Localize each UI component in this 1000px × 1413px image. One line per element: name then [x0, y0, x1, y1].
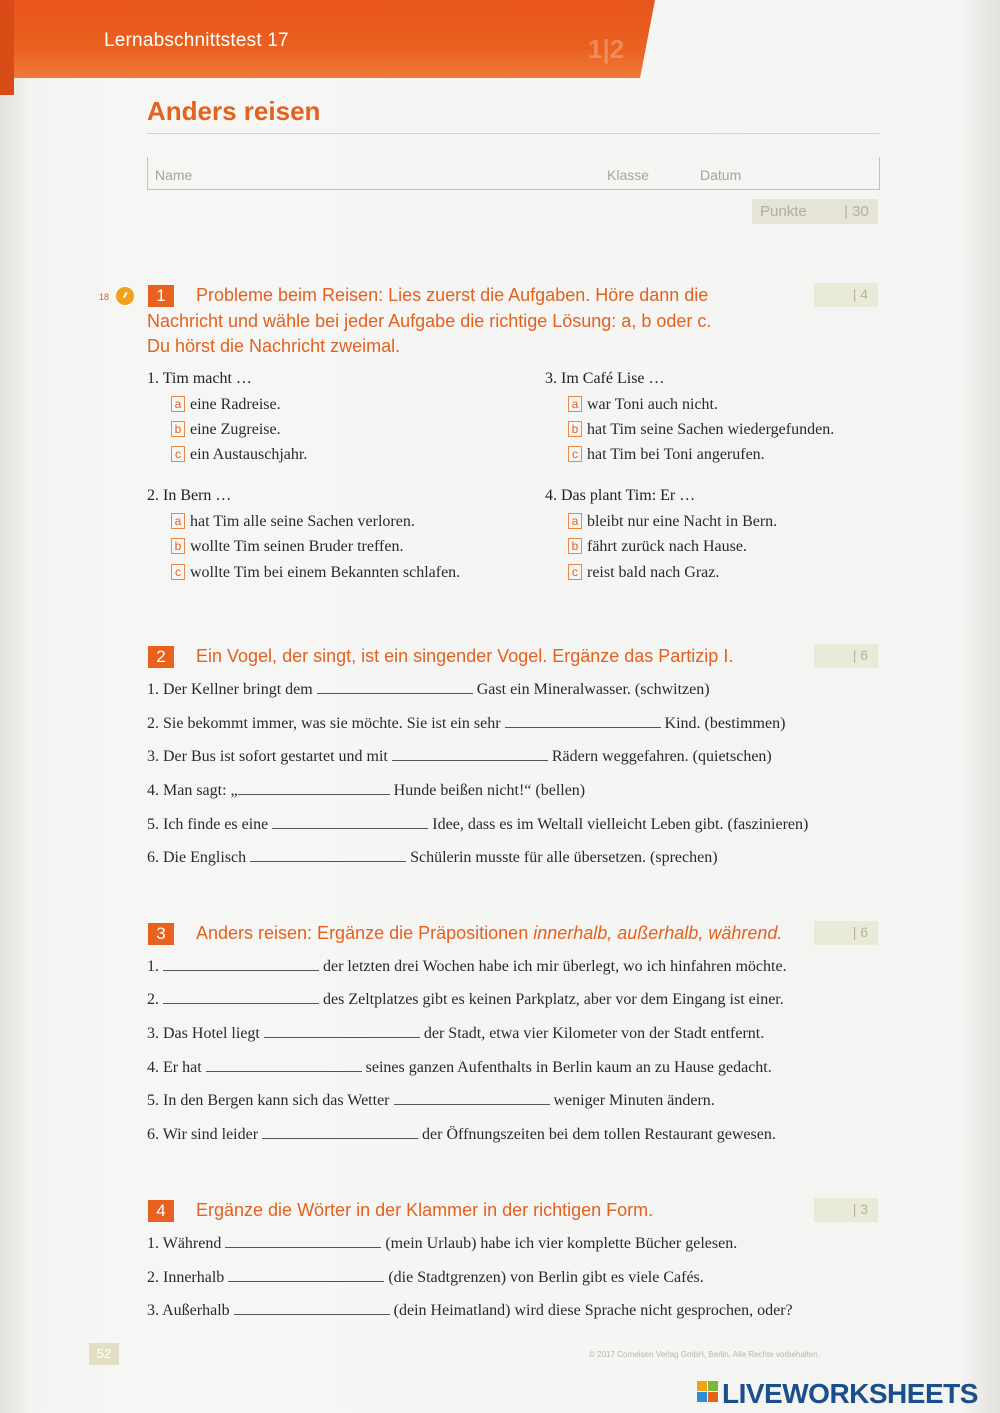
question-title: 2. In Bern …	[147, 487, 232, 504]
exercise-4-number: 4	[148, 1200, 174, 1222]
fill-in-line: 3. Außerhalb (dein Heimatland) wird diese Sprache nicht gesprochen, oder?	[147, 1302, 793, 1319]
answer-option[interactable]: b eine Zugreise.	[171, 421, 281, 439]
exercise-3-score: | 6	[814, 921, 878, 945]
liveworksheets-logo-icon	[697, 1381, 719, 1403]
answer-option[interactable]: b wollte Tim seinen Bruder treffen.	[171, 538, 403, 556]
answer-option[interactable]: b hat Tim seine Sachen wiedergefunden.	[568, 421, 834, 439]
answer-option[interactable]: c wollte Tim bei einem Bekannten schlafen.	[171, 564, 460, 582]
exercise-1-heading-line3: Du hörst die Nachricht zweimal.	[147, 336, 401, 356]
audio-cd-icon[interactable]	[116, 287, 134, 305]
fill-in-line: 2. Sie bekommt immer, was sie möchte. Sie ist ein sehr Kind. (bestimmen)	[147, 715, 786, 732]
fill-in-line: 5. In den Bergen kann sich das Wetter weniger Minuten ändern.	[147, 1092, 715, 1109]
fill-in-line: 3. Das Hotel liegt der Stadt, etwa vier Kilometer von der Stadt entfernt.	[147, 1025, 765, 1042]
exercise-1-heading-line2: Nachricht und wähle bei jeder Aufgabe die richtige Lösung: a, b oder c.	[147, 311, 712, 331]
answer-option[interactable]: a bleibt nur eine Nacht in Bern.	[568, 513, 777, 531]
klasse-field-label[interactable]: Klasse	[607, 167, 650, 183]
total-points-box	[752, 199, 878, 224]
fill-in-line: 1. der letzten drei Wochen habe ich mir überlegt, wo ich hinfahren möchte.	[147, 958, 787, 975]
answer-blank[interactable]	[317, 681, 473, 694]
exercise-2-heading: Ein Vogel, der singt, ist ein singender Vogel. Ergänze das Partizip I.	[196, 646, 734, 666]
fill-in-line: 6. Wir sind leider der Öffnungszeiten bei dem tollen Restaurant gewesen.	[147, 1126, 776, 1143]
fill-in-line: 1. Der Kellner bringt dem Gast ein Mineralwasser. (schwitzen)	[147, 681, 710, 698]
name-field-label[interactable]: Name	[155, 167, 193, 183]
exercise-4-score: | 3	[814, 1198, 878, 1222]
answer-blank[interactable]	[228, 1269, 384, 1282]
liveworksheets-logo[interactable]: LIVEWORKSHEETS	[722, 1378, 978, 1409]
audio-track-number: 18	[99, 292, 110, 302]
header-ghost-text: 1|2	[588, 34, 625, 64]
answer-blank[interactable]	[234, 1302, 390, 1315]
answer-blank[interactable]	[264, 1025, 420, 1038]
header-band	[0, 0, 655, 78]
answer-blank[interactable]	[225, 1235, 381, 1248]
answer-option[interactable]: a hat Tim alle seine Sachen verloren.	[171, 513, 415, 531]
question-title: 1. Tim macht …	[147, 370, 252, 387]
title-divider	[147, 133, 879, 134]
header-edge	[0, 0, 14, 95]
answer-blank[interactable]	[163, 958, 319, 971]
answer-blank[interactable]	[392, 748, 548, 761]
answer-option[interactable]: c reist bald nach Graz.	[568, 564, 719, 582]
exercise-2-score: | 6	[814, 644, 878, 668]
answer-blank[interactable]	[394, 1092, 550, 1105]
answer-blank[interactable]	[272, 816, 428, 829]
answer-option[interactable]: a war Toni auch nicht.	[568, 396, 718, 414]
fill-in-line: 5. Ich finde es eine Idee, dass es im Weltall vielleicht Leben gibt. (faszinieren)	[147, 816, 809, 833]
answer-blank[interactable]	[505, 715, 661, 728]
fill-in-line: 3. Der Bus ist sofort gestartet und mit Rädern weggefahren. (quietschen)	[147, 748, 772, 765]
exercise-3-heading: Anders reisen: Ergänze die Präpositionen innerhalb, außerhalb, während.	[196, 923, 783, 943]
page-title: Anders reisen	[147, 96, 321, 126]
fill-in-line: 2. Innerhalb (die Stadtgrenzen) von Berlin gibt es viele Cafés.	[147, 1269, 704, 1286]
question-title: 4. Das plant Tim: Er …	[545, 487, 696, 504]
fill-in-line: 4. Er hat seines ganzen Aufenthalts in Berlin kaum an zu Hause gedacht.	[147, 1059, 772, 1076]
points-label: Punkte	[760, 203, 807, 220]
answer-option[interactable]: c ein Austauschjahr.	[171, 446, 307, 464]
answer-blank[interactable]	[206, 1059, 362, 1072]
fill-in-line: 6. Die Englisch Schülerin musste für alle übersetzen. (sprechen)	[147, 849, 718, 866]
answer-option[interactable]: b fährt zurück nach Hause.	[568, 538, 747, 556]
answer-blank[interactable]	[163, 991, 319, 1004]
exercise-1-number: 1	[148, 285, 174, 307]
fill-in-line: 4. Man sagt: „ Hunde beißen nicht!“ (bellen)	[147, 782, 586, 799]
points-total: | 30	[844, 203, 869, 220]
answer-option[interactable]: a eine Radreise.	[171, 396, 281, 414]
copyright-notice: © 2017 Cornelsen Verlag GmbH, Berlin. Alle Rechte vorbehalten.	[589, 1350, 820, 1359]
exercise-3-number: 3	[148, 923, 174, 945]
header-title: Lernabschnittstest 17	[104, 30, 289, 51]
question-title: 3. Im Café Lise …	[545, 370, 665, 387]
page-number: 52	[89, 1343, 119, 1365]
exercise-1-score: | 4	[814, 283, 878, 307]
exercise-4-heading: Ergänze die Wörter in der Klammer in der richtigen Form.	[196, 1200, 654, 1220]
answer-blank[interactable]	[250, 849, 406, 862]
fill-in-line: 1. Während (mein Urlaub) habe ich vier komplette Bücher gelesen.	[147, 1235, 738, 1252]
answer-option[interactable]: c hat Tim bei Toni angerufen.	[568, 446, 765, 464]
answer-blank[interactable]	[238, 782, 390, 795]
fill-in-line: 2. des Zeltplatzes gibt es keinen Parkplatz, aber vor dem Eingang ist einer.	[147, 991, 784, 1008]
exercise-1-heading: Probleme beim Reisen: Lies zuerst die Aufgaben. Höre dann die	[196, 285, 709, 305]
datum-field-label[interactable]: Datum	[700, 167, 742, 183]
name-form-box	[147, 157, 880, 190]
answer-blank[interactable]	[262, 1126, 418, 1139]
exercise-2-number: 2	[148, 646, 174, 668]
